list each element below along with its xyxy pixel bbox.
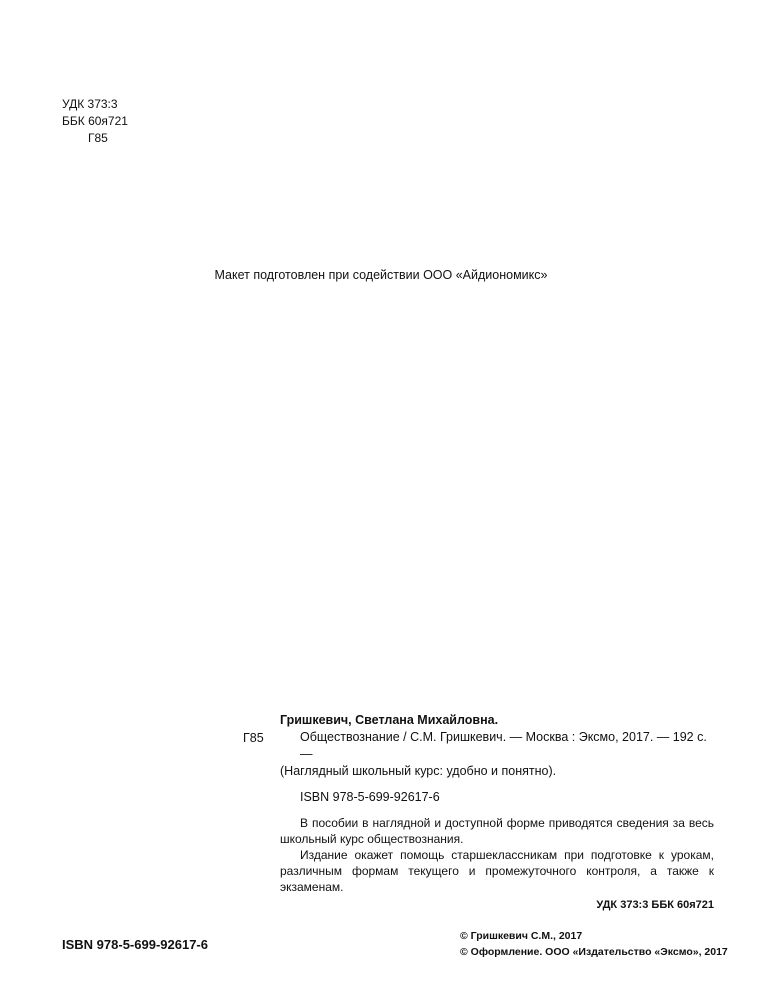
- catalog-series-line: (Наглядный школьный курс: удобно и понятно).: [280, 764, 557, 778]
- catalog-udk: УДК 373:3: [596, 899, 649, 911]
- catalog-card: [280, 712, 714, 912]
- catalog-isbn: ISBN 978-5-699-92617-6: [300, 790, 440, 804]
- catalog-author: Гришкевич, Светлана Михайловна.: [280, 713, 499, 727]
- catalog-title-line: Обществознание / С.М. Гришкевич. — Москва : Эксмо, 2017. — 192 с. —: [300, 730, 707, 761]
- udk-code: УДК 373:3: [62, 97, 118, 111]
- annotation-paragraph-2: Издание окажет помощь старшеклассникам при подготовке к урокам, различным формам текущего и промежуточного контроля, а также к экзаменам.: [280, 848, 714, 894]
- classification-codes: [62, 96, 128, 147]
- copyright-design: © Оформление. ООО «Издательство «Эксмо», 2017: [460, 946, 728, 958]
- bbk-code: ББК 60я721: [62, 114, 128, 128]
- author-mark: Г85: [88, 131, 108, 145]
- isbn-main: ISBN 978-5-699-92617-6: [62, 937, 208, 952]
- copyright-block: [460, 928, 728, 960]
- copyright-author: © Гришкевич С.М., 2017: [460, 930, 583, 942]
- layout-credit: Макет подготовлен при содействии ООО «Айдиономикс»: [214, 268, 548, 282]
- annotation: [280, 815, 714, 895]
- catalog-codes: [280, 898, 714, 912]
- annotation-paragraph-1: В пособии в наглядной и доступной форме приводятся сведения за весь школьный курс обществознания.: [280, 816, 714, 846]
- catalog-author-mark: Г85: [243, 731, 264, 745]
- catalog-bbk: ББК 60я721: [651, 899, 714, 911]
